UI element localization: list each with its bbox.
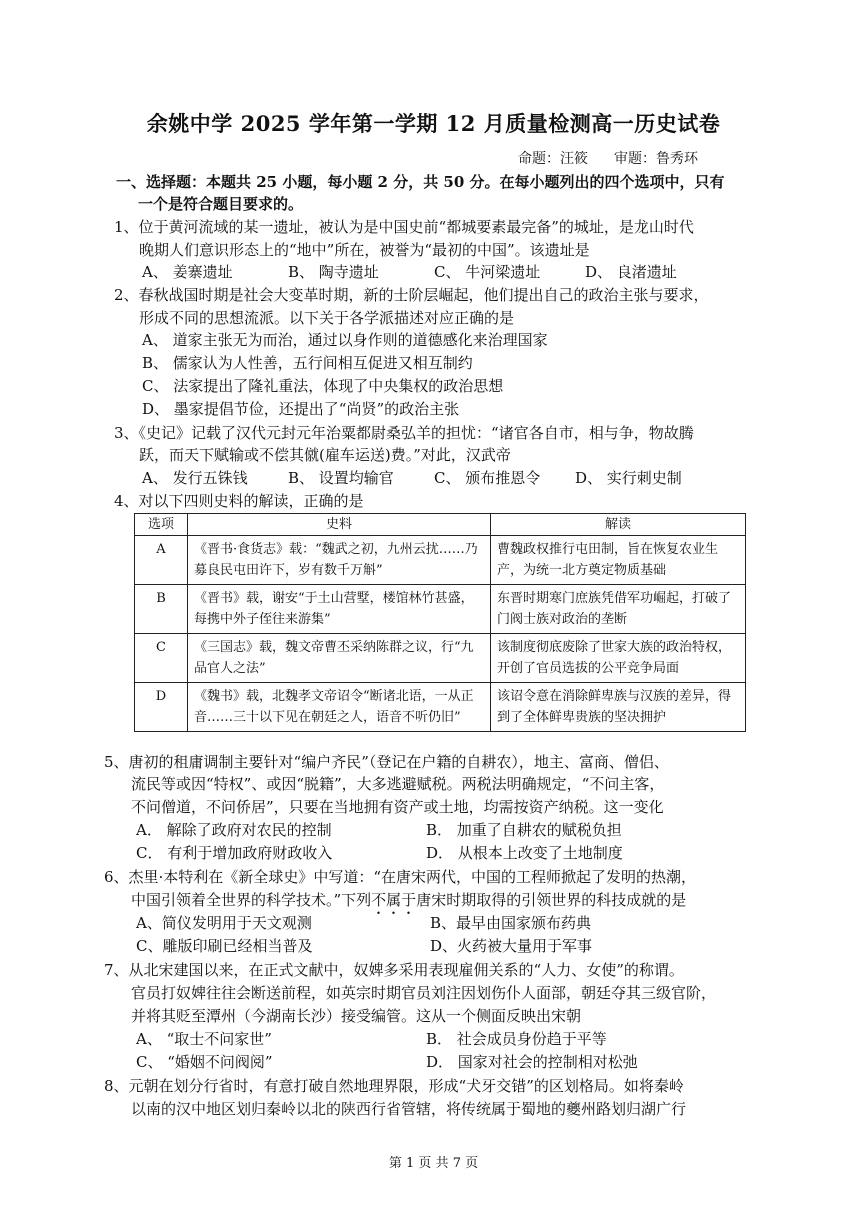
row-analysis: 曹魏政权推行屯田制，旨在恢复农业生产，为统一北方奠定物质基础 [491,536,746,585]
table-row [135,536,746,585]
table-row [135,634,746,683]
q1-stem-line1: 1、位于黄河流域的某一遗址，被认为是中国史前“都城要素最完备”的城址，是龙山时代 [114,218,694,236]
table-row [135,683,746,732]
row-source: 《三国志》载，魏文帝曹丕采纳陈群之议，行“九品官人之法” [188,634,491,683]
q5-option-c: C． 有利于增加政府财政收入 [136,844,333,862]
section-instruction-line2: 一个是符合题目要求的。 [138,195,304,213]
q5-stem-line1: 5、唐初的租庸调制主要针对“编户齐民”（登记在户籍的自耕农），地主、富商、僧侣、 [104,753,669,771]
author-line [518,148,724,168]
q6-option-c: C、雕版印刷已经相当普及 [136,937,313,955]
row-source: 《晋书》载，谢安“于土山营墅，楼馆林竹甚盛，每携中外子侄往来游集” [188,585,491,634]
q3-option-a: A、 发行五铢钱 [142,469,248,487]
page-title: 余姚中学 2025 学年第一学期 12 月质量检测高一历史试卷 [146,111,721,136]
q4-stem-line1: 4、对以下四则史料的解读，正确的是 [114,492,364,510]
q5-stem-line3: 不问僧道，不问侨居”，只要在当地拥有资产或土地，均需按资产纳税。这一变化 [131,798,664,816]
q6-option-b: B、最早由国家颁布药典 [430,914,592,932]
q5-stem-line2: 流民等或因“特权”、或因“脱籍”，大多逃避赋税。两税法明确规定，“不问主客， [131,775,665,793]
header-source: 史料 [188,514,491,536]
q7-stem-line3: 并将其贬至潭州（今湖南长沙）接受编管。这从一个侧面反映出宋朝 [131,1007,582,1025]
row-option: A [135,536,188,585]
q3-option-d: D、 实行刺史制 [575,469,682,487]
row-source: 《魏书》载，北魏孝文帝诏令“断诸北语，一从正音……三十以下见在朝廷之人，语音不听仍旧” [188,683,491,732]
section-instruction-line1: 一、选择题：本题共 25 小题，每小题 2 分，共 50 分。在每小题列出的四个选项中，只有 [116,173,725,191]
q6-emphasis: 不属于 [371,891,417,909]
q1-stem-line2: 晚期人们意识形态上的“地中”所在，被誉为“最初的中国”。该遗址是 [139,241,590,259]
q5-option-a: A． 解除了政府对农民的控制 [136,821,332,839]
q6-option-d: D、火药被大量用于军事 [430,937,593,955]
q8-stem-line2: 以南的汉中地区划归秦岭以北的陕西行省管辖，将传统属于蜀地的夔州路划归湖广行 [131,1100,687,1118]
q1-option-b: B、 陶寺遗址 [288,263,379,281]
q1-option-d: D、 良渚遗址 [585,263,677,281]
row-option: D [135,683,188,732]
row-option: B [135,585,188,634]
q2-stem-line1: 2、春秋战国时期是社会大变革时期，新的士阶层崛起，他们提出自己的政治主张与要求， [114,286,709,304]
q1-option-c: C、 牛河梁遗址 [434,263,541,281]
q8-stem-line1: 8、元朝在划分行省时，有意打破自然地理界限，形成“犬牙交错”的区划格局。如将秦岭 [104,1077,684,1095]
q3-option-b: B、 设置均输官 [288,469,394,487]
reviewer: 审题：鲁秀环 [614,151,698,167]
row-analysis: 该诏令意在消除鲜卑族与汉族的差异，得到了全体鲜卑贵族的坚决拥护 [491,683,746,732]
q2-option-c: C、 法家提出了隆礼重法，体现了中央集权的政治思想 [142,377,504,395]
q7-option-b: B． 社会成员身份趋于平等 [426,1030,607,1048]
q6-option-a: A、简仪发明用于天文观测 [136,914,312,932]
q2-stem-line2: 形成不同的思想流派。以下关于各学派描述对应正确的是 [139,309,515,327]
q6-stem-part3: 唐宋时期取得的引领世界的科技成就的是 [416,891,687,909]
q3-stem-line1: 3、《史记》记载了汉代元封元年治粟都尉桑弘羊的担忧：“诸官各自市，相与争，物故腾 [114,424,694,442]
page-footer: 第 1 页 共 7 页 [388,1156,479,1171]
row-analysis: 东晋时期寒门庶族凭借军功崛起，打破了门阀士族对政治的垄断 [491,585,746,634]
source-table [134,513,746,732]
q2-option-b: B、 儒家认为人性善，五行间相互促进又相互制约 [142,354,473,372]
q7-option-c: C、 “婚姻不问阀阅” [136,1053,273,1071]
header-option: 选项 [135,514,188,536]
table-row [135,585,746,634]
q1-option-a: A、 姜寨遗址 [142,263,233,281]
row-option: C [135,634,188,683]
q6-stem-line1: 6、杰里·本特利在《新全球史》中写道：“在唐宋两代，中国的工程师掀起了发明的热潮， [104,868,696,886]
table-header-row [135,514,746,536]
q7-option-d: D． 国家对社会的控制相对松弛 [426,1053,638,1071]
q3-option-c: C、 颁布推恩令 [434,469,541,487]
q5-option-b: B． 加重了自耕农的赋税负担 [426,821,622,839]
q2-option-d: D、 墨家提倡节俭，还提出了“尚贤”的政治主张 [142,400,460,418]
q5-option-d: D． 从根本上改变了土地制度 [426,844,623,862]
row-analysis: 该制度彻底废除了世家大族的政治特权，开创了官员选拔的公平竞争局面 [491,634,746,683]
q6-stem-part1: 中国引领着全世界的科学技术。”下列 [131,891,372,909]
q2-option-a: A、 道家主张无为而治，通过以身作则的道德感化来治理国家 [142,331,548,349]
q7-option-a: A、 “取士不问家世” [136,1030,272,1048]
q3-stem-line2: 跃，而天下赋输或不偿其僦(雇车运送)费。”对此，汉武帝 [139,446,511,464]
q7-stem-line1: 7、从北宋建国以来，在正式文献中，奴婢多采用表现雇佣关系的“人力、女使”的称谓。 [104,961,684,979]
header-analysis: 解读 [491,514,746,536]
q7-stem-line2: 官员打奴婢往往会断送前程，如英宗时期官员刘注因划伤仆人面部，朝廷夺其三级官阶， [131,984,717,1002]
proposer: 命题：汪筱 [518,151,588,167]
row-source: 《晋书·食货志》载：“魏武之初，九州云扰……乃募良民屯田许下，岁有数千万斛” [188,536,491,585]
